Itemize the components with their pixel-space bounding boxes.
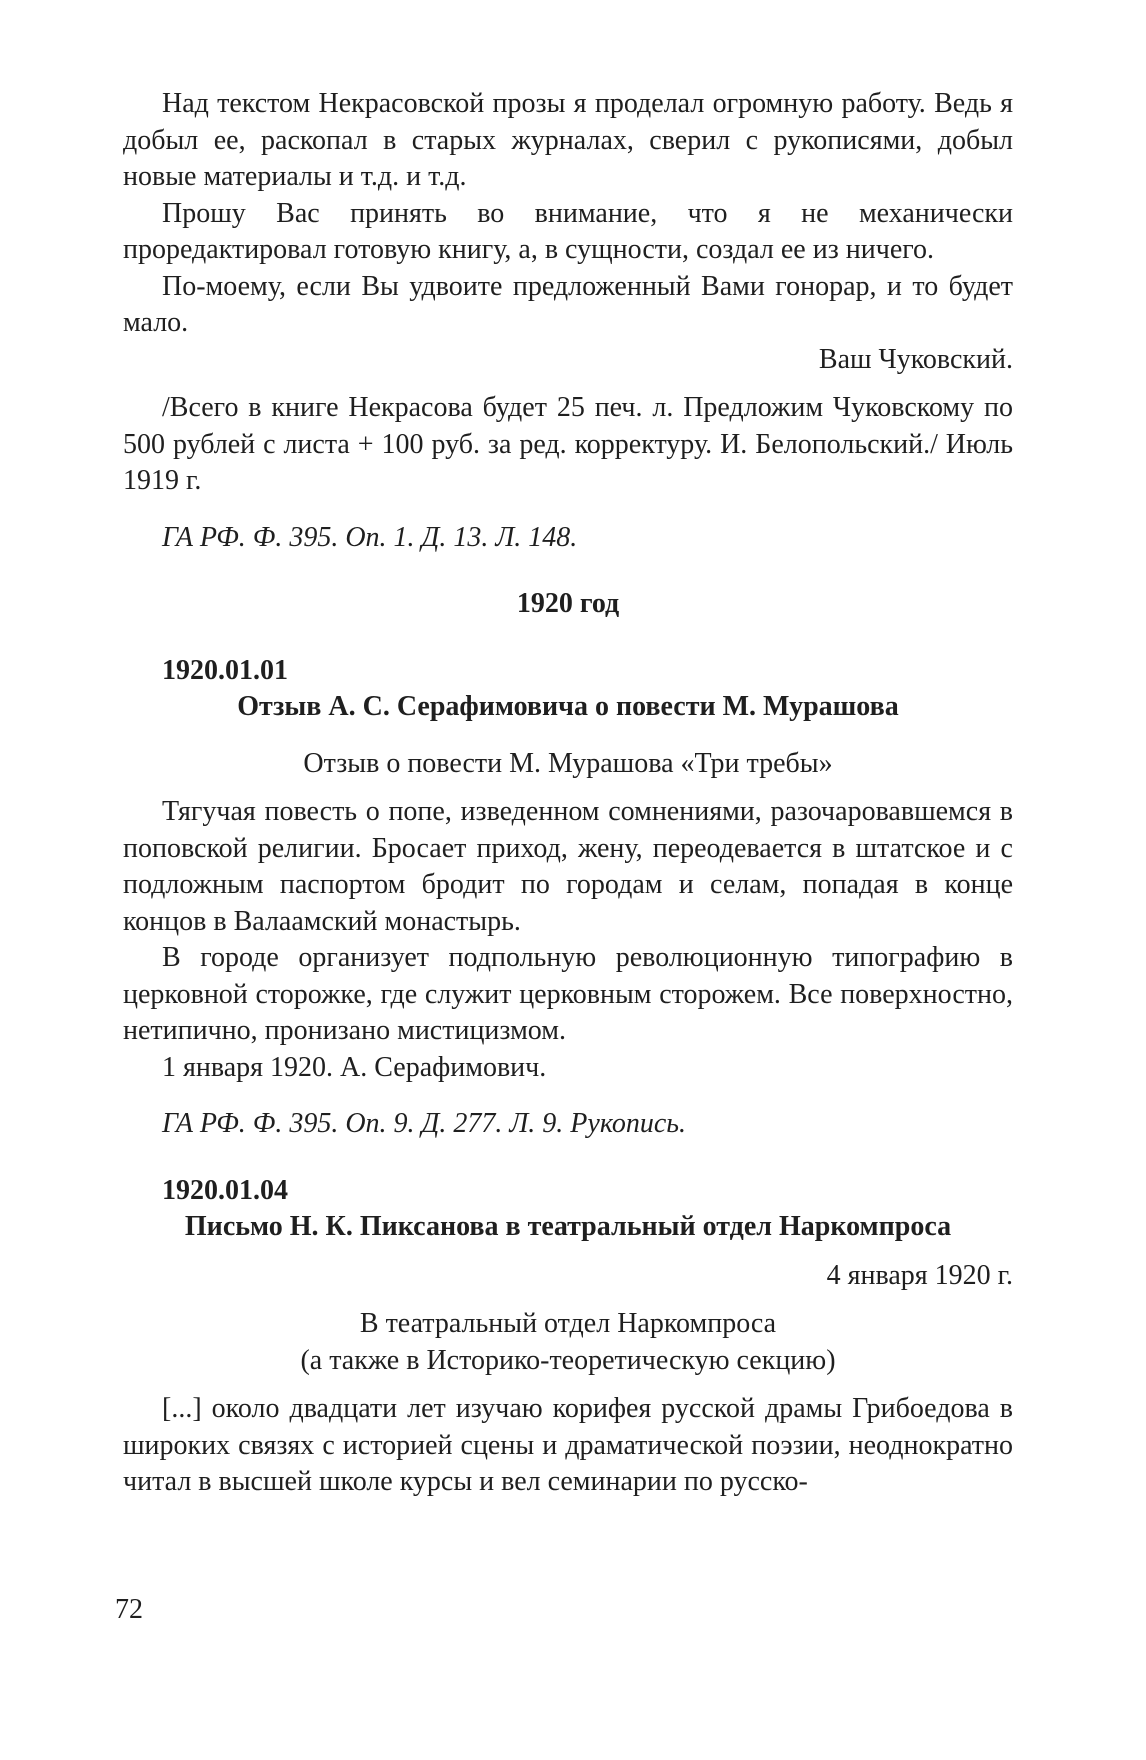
archive-source: ГА РФ. Ф. 395. Оп. 9. Д. 277. Л. 9. Рукопись. — [162, 1108, 687, 1139]
body-paragraph: По-моему, если Вы удвоите предложенный Вами гонорар, и то будет мало. — [123, 270, 1013, 338]
body-paragraph: [...] около двадцати лет изучаю корифея русской драмы Грибоедова в широких связях с историей сцены и драматической поэзии, неоднократно читал в высшей школе курсы и вел семинарии по русско- — [123, 1393, 1013, 1497]
editorial-note: /Всего в книге Некрасова будет 25 печ. л. Предложим Чуковскому по 500 рублей с листа + 100 руб. за ред. корректуру. И. Белопольский./ Июль 1919 г. — [123, 392, 1013, 496]
document-page — [123, 86, 1013, 1501]
document-id: 1920.01.01 — [162, 654, 288, 686]
date-signature: 1 января 1920. А. Серафимович. — [162, 1051, 547, 1083]
body-paragraph: В городе организует подпольную революционную типографию в церковной сторожке, где служит церковным сторожем. Все поверхностно, нетипично, пронизано мистицизмом. — [123, 942, 1013, 1046]
document-title: Письмо Н. К. Пиксанова в театральный отдел Наркомпроса — [184, 1211, 952, 1242]
document-subtitle: Отзыв о повести М. Мурашова «Три требы» — [303, 747, 833, 779]
letter-address: В театральный отдел Наркомпроса — [359, 1308, 777, 1339]
document-id: 1920.01.04 — [162, 1174, 288, 1206]
body-paragraph: Тягучая повесть о попе, изведенном сомнениями, разочаровавшемся в поповской религии. Бросает приход, жену, переодевается в штатское и с подложным паспортом бродит по городам и селам, попадая в конце концов в Валаамский монастырь. — [123, 796, 1013, 937]
letter-date: 4 января 1920 г. — [826, 1259, 1013, 1291]
document-title: Отзыв А. С. Серафимовича о повести М. Мурашова — [237, 691, 899, 722]
body-paragraph: Прошу Вас принять во внимание, что я не механически проредактировал готовую книгу, а, в сущности, создал ее из ничего. — [123, 197, 1013, 265]
archive-source: ГА РФ. Ф. 395. Оп. 1. Д. 13. Л. 148. — [162, 521, 578, 553]
year-heading: 1920 год — [516, 588, 620, 619]
letter-signature: Ваш Чуковский. — [818, 343, 1013, 375]
letter-address: (а также в Историко-теоретическую секцию) — [300, 1344, 836, 1376]
page-number: 72 — [115, 1594, 143, 1625]
body-paragraph: Над текстом Некрасовской прозы я проделал огромную работу. Ведь я добыл ее, раскопал в старых журналах, сверил с рукописями, добыл новые материалы и т.д. и т.д. — [123, 88, 1013, 192]
